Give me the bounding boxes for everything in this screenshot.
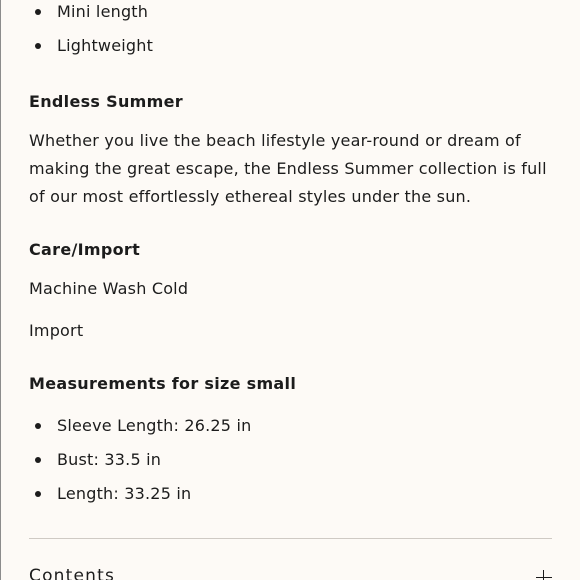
collection-description: Whether you live the beach lifestyle year-round or dream of making the great escape, the Endless Summer collection is full of our most effortlessly ethereal styles under the sun.	[29, 131, 547, 206]
list-item	[29, 416, 251, 436]
measurements-heading: Measurements for size small	[29, 374, 297, 393]
bullet-icon	[35, 491, 41, 497]
bullet-icon	[35, 423, 41, 429]
measurement-text: Bust: 33.5 in	[57, 450, 162, 469]
care-import-text: Import	[29, 321, 84, 340]
measurements-list	[29, 416, 251, 504]
care-heading: Care/Import	[29, 240, 141, 259]
contents-accordion-toggle[interactable]	[29, 566, 552, 580]
collection-heading: Endless Summer	[29, 92, 183, 111]
care-wash-text: Machine Wash Cold	[29, 279, 189, 298]
measurement-text: Length: 33.25 in	[57, 484, 192, 503]
section-divider	[29, 538, 552, 539]
plus-icon[interactable]	[536, 570, 552, 580]
list-item	[29, 484, 251, 504]
feature-text: Lightweight	[57, 36, 154, 55]
bullet-icon	[35, 43, 41, 49]
feature-text: Mini length	[57, 2, 149, 21]
left-border	[0, 0, 1, 580]
list-item	[29, 450, 251, 470]
contents-accordion-title: Contents	[29, 566, 116, 580]
feature-list	[29, 2, 153, 56]
list-item	[29, 36, 153, 56]
bullet-icon	[35, 457, 41, 463]
measurement-text: Sleeve Length: 26.25 in	[57, 416, 252, 435]
list-item	[29, 2, 153, 22]
bullet-icon	[35, 9, 41, 15]
